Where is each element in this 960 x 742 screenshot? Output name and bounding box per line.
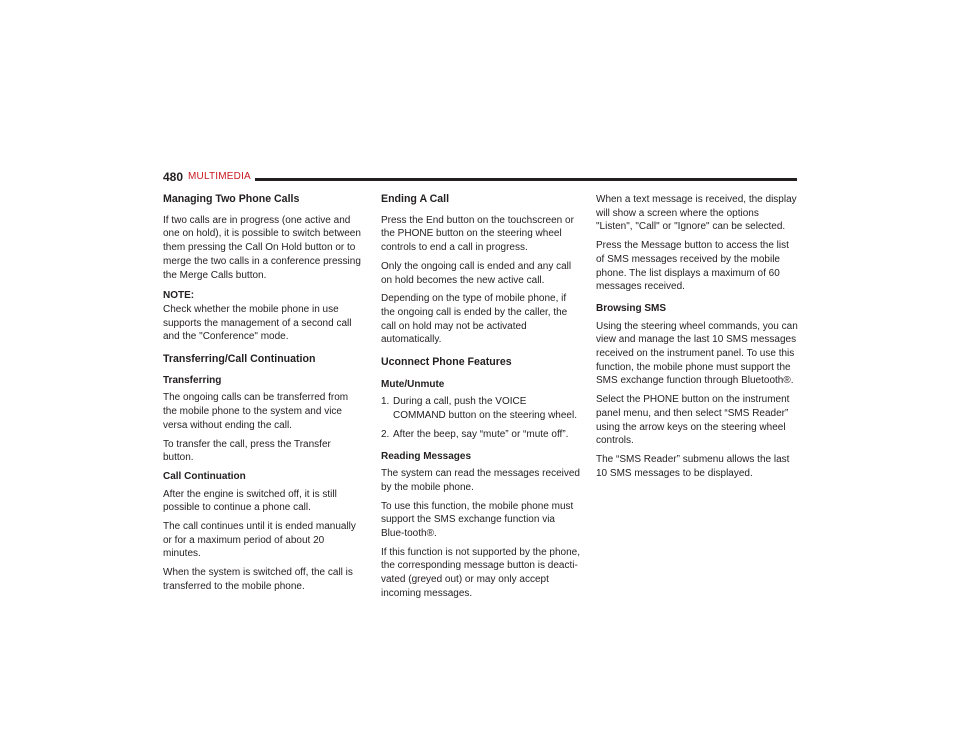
heading-ending-a-call: Ending A Call [381,193,450,205]
paragraph: Only the ongoing call is ended and any call on hold becomes the new active call. [381,260,572,286]
subheading-transferring: Transferring [163,374,222,386]
paragraph: Select the PHONE button on the instrument panel menu, and then select “SMS Reader” using the arrow keys on the steering wheel controls. [596,394,790,447]
paragraph: To transfer the call, press the Transfer button. [163,438,331,464]
paragraph: The “SMS Reader” submenu allows the last 10 SMS messages to be displayed. [596,453,790,479]
column-1 [163,193,363,599]
header-rule [255,178,797,181]
subheading-mute-unmute: Mute/Unmute [381,378,445,390]
step-number: 1. [381,396,390,408]
section-title: MULTIMEDIA [188,171,251,182]
paragraph: When the system is switched off, the call is transferred to the mobile phone. [163,567,353,592]
paragraph: Press the Message button to access the list of SMS messages received by the mobile phone. The list displays a maximum of 60 messages received. [596,240,789,293]
list-item [381,428,581,442]
heading-managing-two-calls: Managing Two Phone Calls [163,193,300,205]
step-text: During a call, push the VOICE COMMAND button on the steering wheel. [393,396,577,422]
paragraph: The system can read the messages received by the mobile phone. [381,468,580,493]
page-number: 480 [163,170,184,184]
list-item [381,395,581,422]
paragraph: If two calls are in progress (one active and one on hold), it is possible to switch between them pressing the Call On Hold button or to merge the two calls in a conference pressing the Merge Calls button. [163,214,361,281]
paragraph: Press the End button on the touchscreen or the PHONE button on the steering wheel controls to end a call in progress. [381,214,574,254]
paragraph: The call continues until it is ended manually or for a maximum period of about 20 minutes. [163,521,356,560]
paragraph: Depending on the type of mobile phone, if the ongoing call is ended by the caller, the call on hold may not be activated automatically. [381,293,568,346]
paragraph: The ongoing calls can be transferred from the mobile phone to the system and vice versa without ending the call. [163,392,349,431]
note-label: NOTE: [163,290,195,302]
subheading-reading-messages: Reading Messages [381,450,472,462]
subheading-browsing-sms: Browsing SMS [596,302,667,314]
page-header [163,170,797,184]
heading-transferring-continuation: Transferring/Call Continuation [163,353,316,366]
paragraph: If this function is not supported by the phone, the corresponding message button is deacti-vated (greyed out) or may only accept incoming messages. [381,546,581,599]
paragraph: To use this function, the mobile phone must support the SMS exchange function via Blue-tooth®. [381,500,574,540]
note [163,289,363,344]
note-text: Check whether the mobile phone in use supports the management of a second call and the "Conference" mode. [163,303,352,343]
column-3 [596,193,798,485]
paragraph: Using the steering wheel commands, you can view and manage the last 10 SMS messages received on the instrument panel. To use this function, the mobile phone must support the SMS exchange function through Bluetooth®. [596,320,798,387]
step-number: 2. [381,428,390,440]
paragraph: After the engine is switched off, it is still possible to continue a phone call. [163,488,337,514]
paragraph: When a text message is received, the display will show a screen where the options "Listen", "Call" or "Ignore" can be selected. [596,194,797,233]
heading-uconnect-phone-features: Uconnect Phone Features [381,356,512,369]
step-text: After the beep, say “mute” or “mute off”. [393,428,569,440]
subheading-call-continuation: Call Continuation [163,470,246,482]
column-2 [381,193,581,606]
